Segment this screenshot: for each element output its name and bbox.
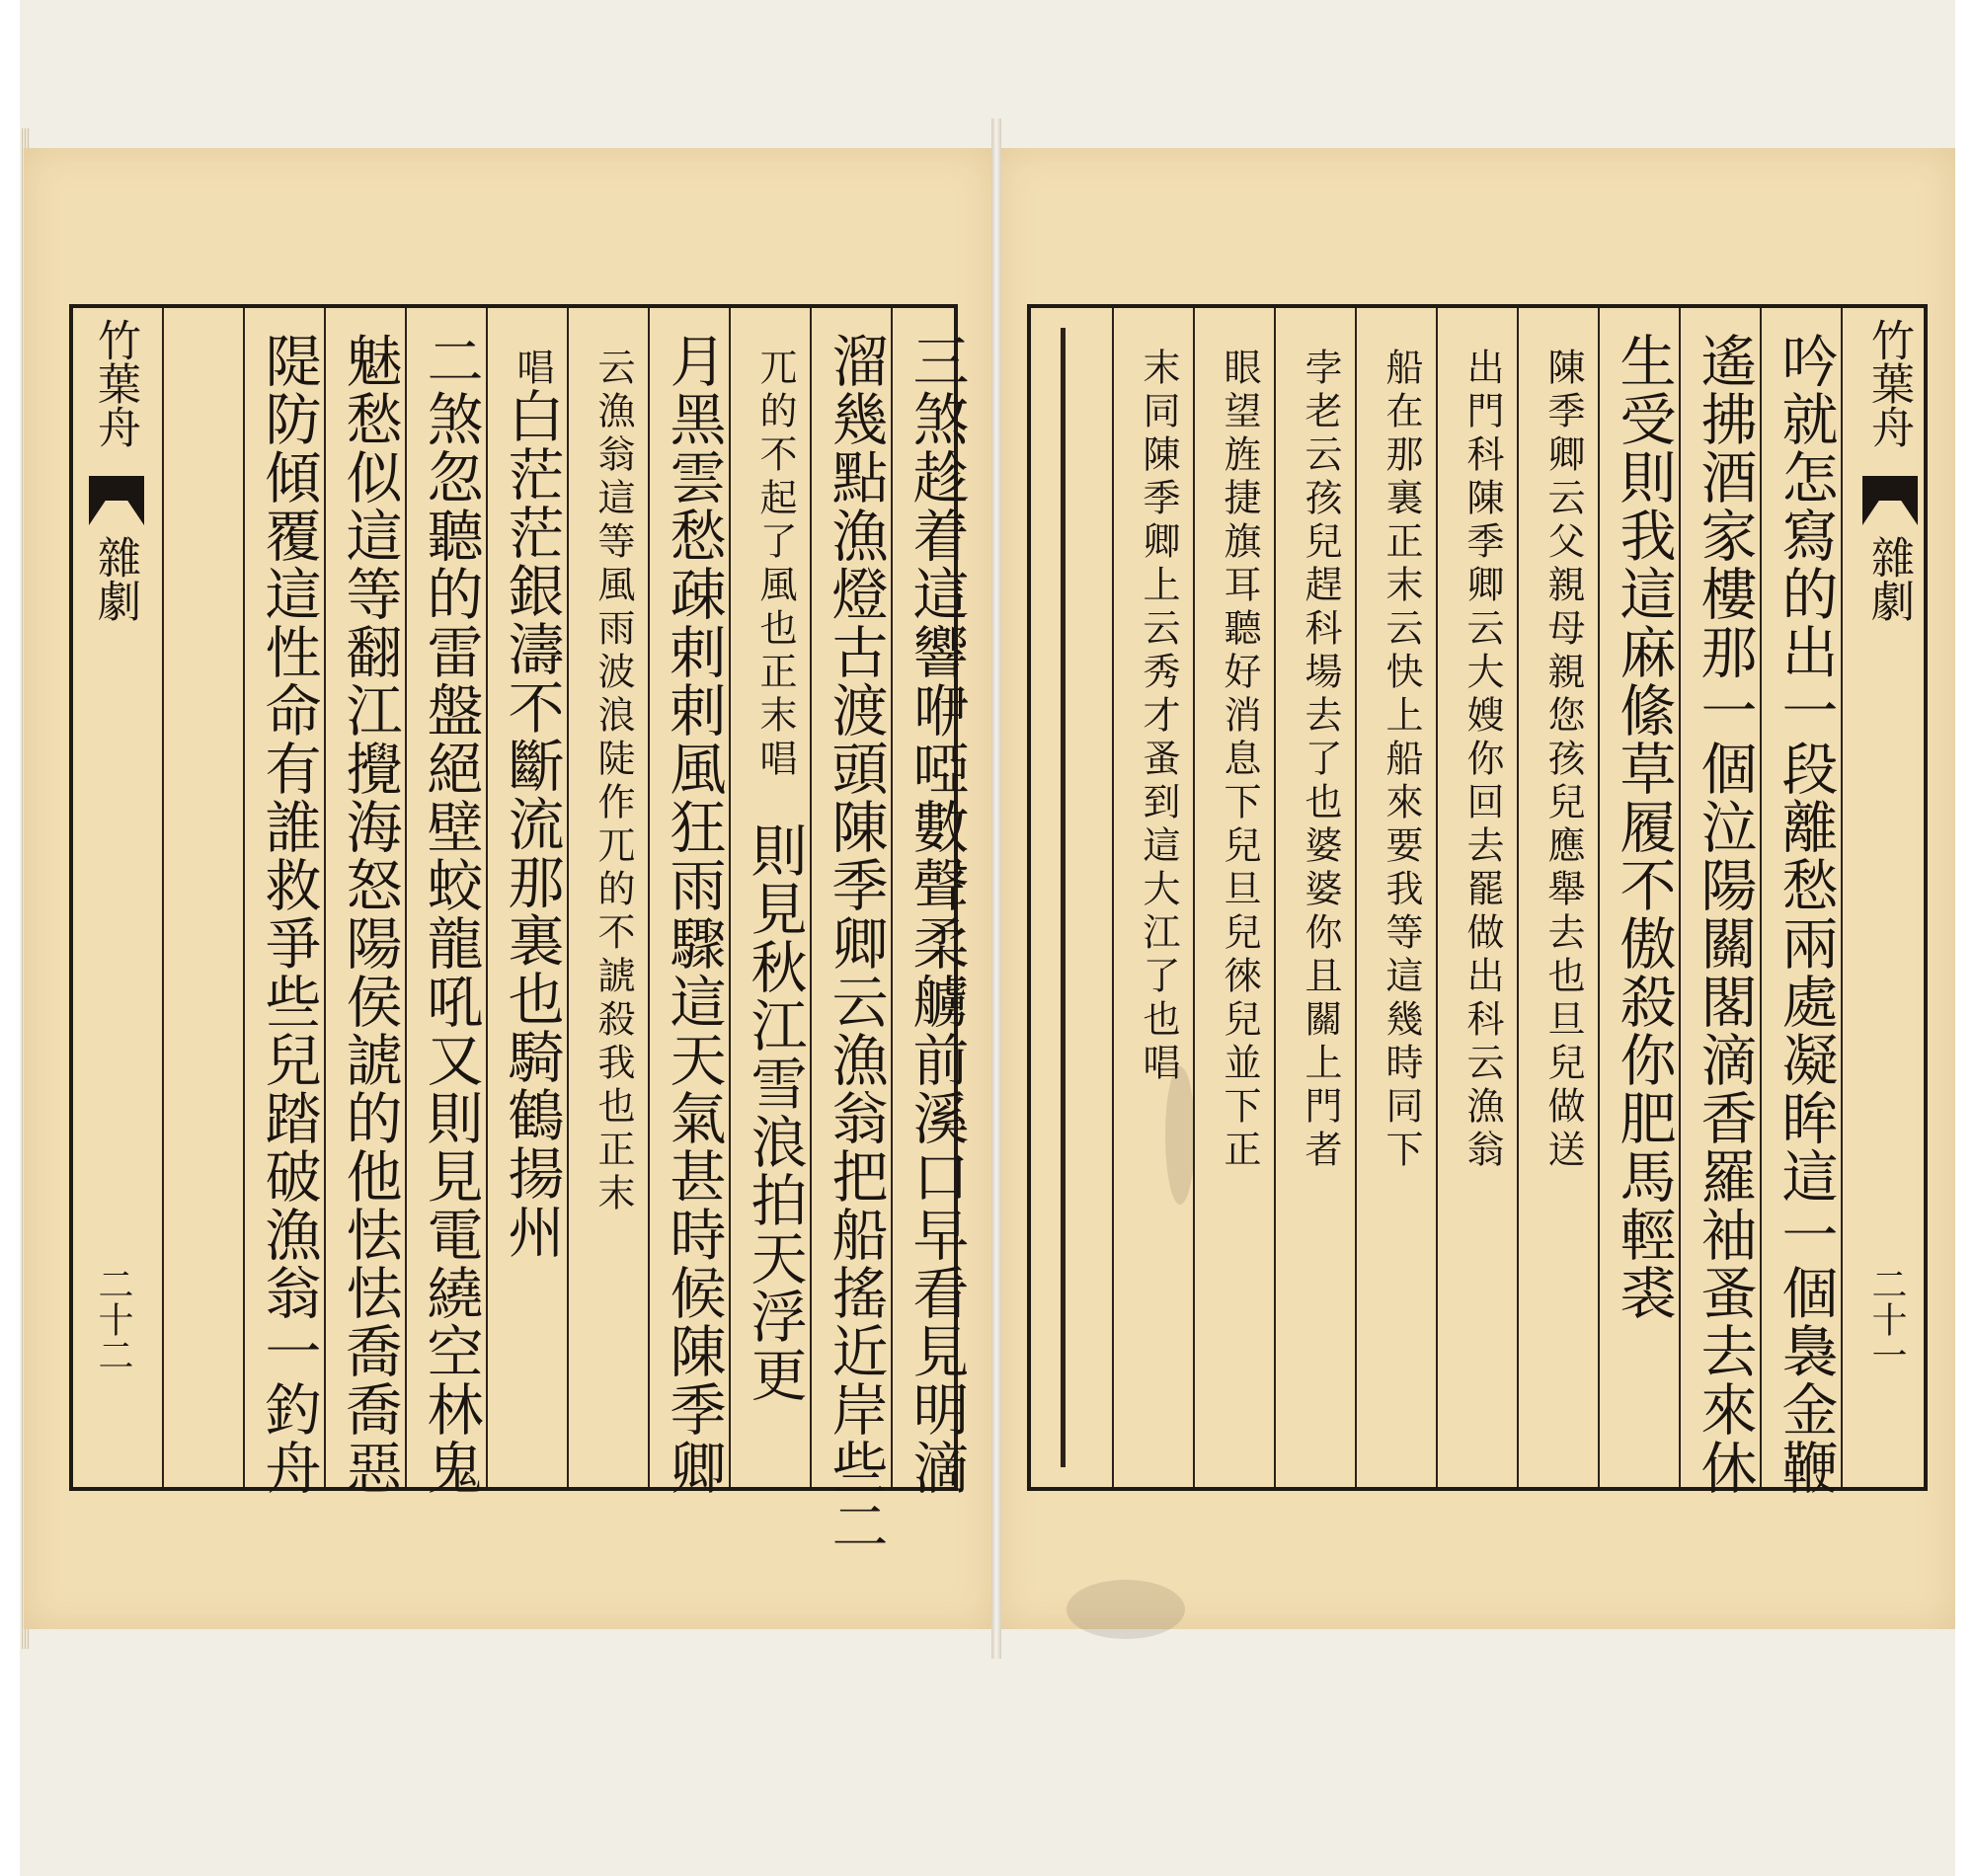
column-rule	[324, 308, 326, 1487]
center-fold-section: 雜劇	[90, 535, 140, 622]
text-column: 陳季卿云父親母親您孩兒應舉去也旦兒做送	[1541, 348, 1585, 1173]
text-column: 魅愁似這等翻江攪海怒陽侯諕的他怯怯喬喬惡	[337, 332, 402, 1497]
text-column: 孛老云孩兒趕科場去了也婆婆你且關上門者	[1299, 348, 1342, 1173]
text-column: 白茫茫銀濤不斷流那裏也騎鶴揚州	[499, 387, 564, 1261]
book-gutter	[991, 118, 1001, 1659]
column-rule	[1436, 308, 1438, 1487]
column-rule	[648, 308, 650, 1487]
fishtail-mark	[89, 476, 144, 525]
column-rule	[405, 308, 407, 1487]
text-column: 遙拂酒家樓那一個泣陽關閣滴香羅袖蚤去來休	[1692, 332, 1757, 1497]
ink-smudge	[1066, 1580, 1185, 1639]
column-rule	[1274, 308, 1276, 1487]
text-column: 溜幾點漁燈古渡頭陳季卿云漁翁把船搖近岸些二	[823, 332, 888, 1555]
center-fold-title: 竹葉舟	[1863, 318, 1914, 448]
column-rule	[486, 308, 488, 1487]
text-column: 吟就怎寫的出一段離愁兩處凝眸這一個裊金鞭	[1773, 332, 1838, 1497]
column-rule	[1760, 308, 1762, 1487]
column-rule	[1517, 308, 1519, 1487]
column-rule	[1355, 308, 1357, 1487]
fishtail-mark	[1862, 476, 1918, 525]
column-rule	[729, 308, 731, 1487]
text-column: 兀的不起了風也正末唱	[753, 348, 797, 782]
center-fold-page-number: 二十二	[93, 1266, 133, 1372]
column-rule	[1679, 308, 1681, 1487]
frame-inner-rule	[1061, 328, 1066, 1467]
center-fold-title: 竹葉舟	[90, 318, 140, 448]
center-fold-page-number: 二十一	[1866, 1266, 1907, 1372]
column-rule	[243, 308, 245, 1487]
column-rule	[567, 308, 569, 1487]
column-rule	[1193, 308, 1195, 1487]
column-rule	[162, 308, 164, 1487]
center-fold-section: 雜劇	[1863, 535, 1914, 622]
column-rule	[1841, 308, 1843, 1487]
text-column: 隄防傾覆這性命有誰救爭些兒踏破漁翁一釣舟	[256, 332, 321, 1497]
column-rule	[891, 308, 893, 1487]
text-column: 眼望旌捷旗耳聽好消息下兒旦兒徠兒並下正	[1218, 348, 1261, 1173]
text-column: 二煞忽聽的雷盤絕壁蛟龍吼又則見電繞空林鬼	[418, 332, 483, 1497]
text-column: 末同陳季卿上云秀才蚤到這大江了也唱	[1137, 348, 1180, 1086]
ink-smudge	[1165, 1066, 1195, 1205]
text-column: 生受則我這麻絛草履不傲殺你肥馬輕裘	[1611, 332, 1676, 1322]
left-text-frame	[69, 304, 969, 1555]
text-column: 船在那裏正末云快上船來要我等這幾時同下	[1380, 348, 1423, 1173]
text-column: 唱	[511, 348, 554, 391]
text-column: 則見秋江雪浪拍天浮更	[742, 821, 807, 1404]
text-column: 月黑雲愁疎剌剌風狂雨驟這天氣甚時候陳季卿	[661, 332, 726, 1497]
text-column: 三煞趁着這響咿啞數聲柔艣前溪口早看見明滴	[904, 332, 969, 1497]
column-rule	[1598, 308, 1600, 1487]
text-column: 出門科陳季卿云大嫂你回去罷做出科云漁翁	[1461, 348, 1504, 1173]
right-text-frame	[1027, 304, 1928, 1497]
column-rule	[810, 308, 812, 1487]
column-rule	[1112, 308, 1114, 1487]
text-column: 云漁翁這等風雨波浪陡作兀的不諕殺我也正末	[592, 348, 635, 1216]
